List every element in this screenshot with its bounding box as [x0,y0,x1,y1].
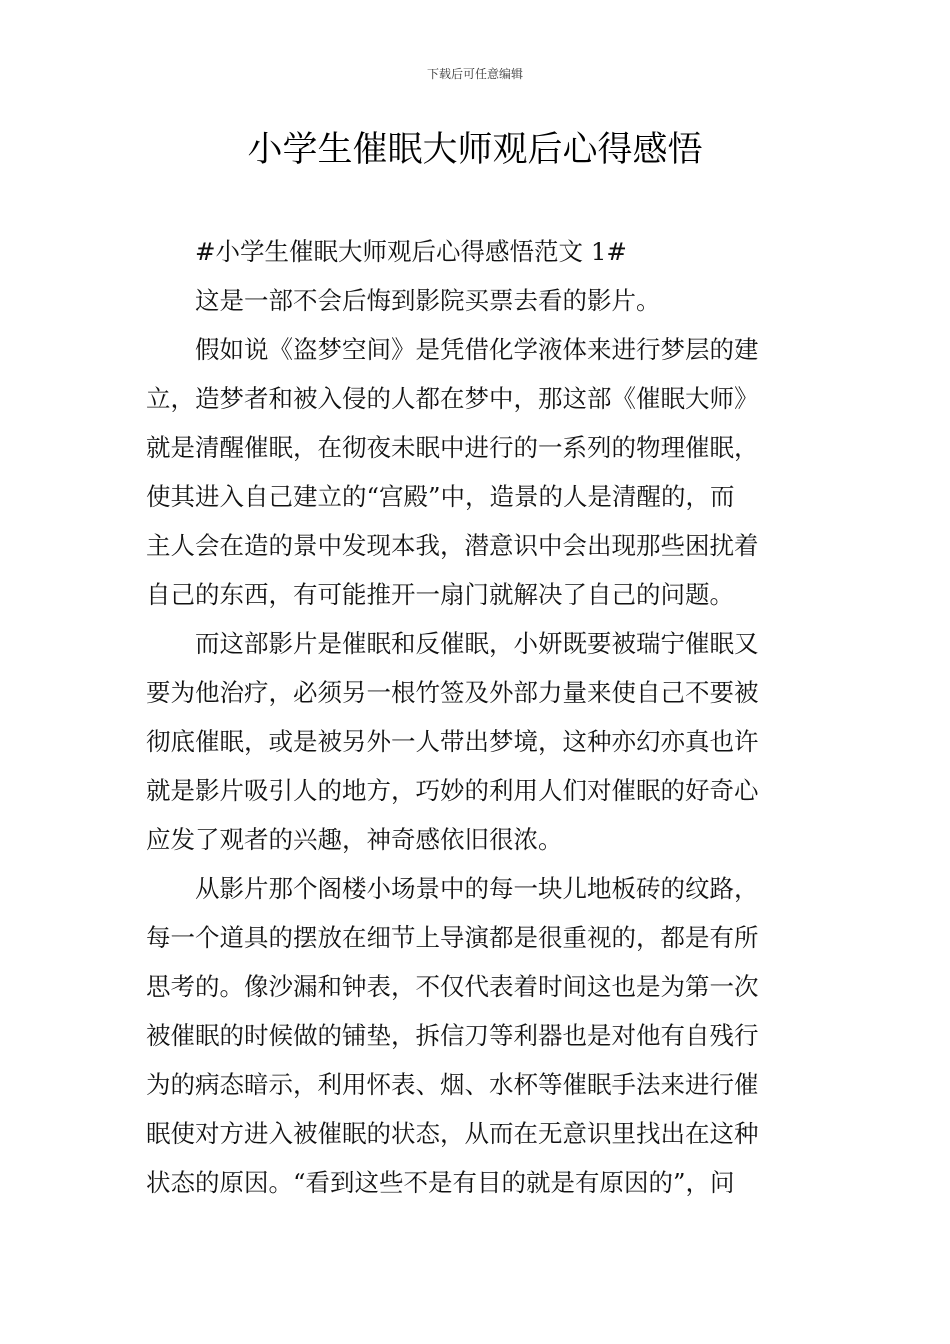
document-body [146,227,806,1207]
paragraph: 这是一部不会后悔到影院买票去看的影片。 [195,286,661,315]
paragraph: 从影片那个阁楼小场景中的每一块儿地板砖的纹路， 每一个道具的摆放在细节上导演都是很重视的，都是有所 思考的。像沙漏和钟表，不仅代表着时间这也是为第一次 被催眠的时候做的铺垫，拆信刀等利器也是对他有自残行 为的病态暗示，利用怀表、烟、水杯等催眠手法来进行催 眠使对方进入被催眠的状态，从而在无意识里找出在这种 状态的原因。“看到这些不是有目的就是有原因的”，问 [146,874,759,1197]
document-title: 小学生催眠大师观后心得感悟 [247,130,703,170]
paragraph: 假如说《盗梦空间》是凭借化学液体来进行梦层的建 立，造梦者和被入侵的人都在梦中，那这部《催眠大师》 就是清醒催眠，在彻夜未眠中进行的一系列的物理催眠， 使其进入自己建立的“宫殿”中，造景的人是清醒的，而 主人会在造的景中发现本我，潜意识中会出现那些困扰着 自己的东西，有可能推开一扇门就解决了自己的问题。 [146,335,759,609]
header-note: 下载后可任意编辑 [426,67,523,81]
paragraph-heading: #小学生催眠大师观后心得感悟范文 1# [195,237,627,266]
paragraph: 而这部影片是催眠和反催眠，小妍既要被瑞宁催眠又 要为他治疗，必须另一根竹签及外部力量来使自己不要被 彻底催眠，或是被另外一人带出梦境，这种亦幻亦真也许 就是影片吸引人的地方，巧妙的利用人们对催眠的好奇心 应发了观者的兴趣，神奇感依旧很浓。 [146,629,759,854]
